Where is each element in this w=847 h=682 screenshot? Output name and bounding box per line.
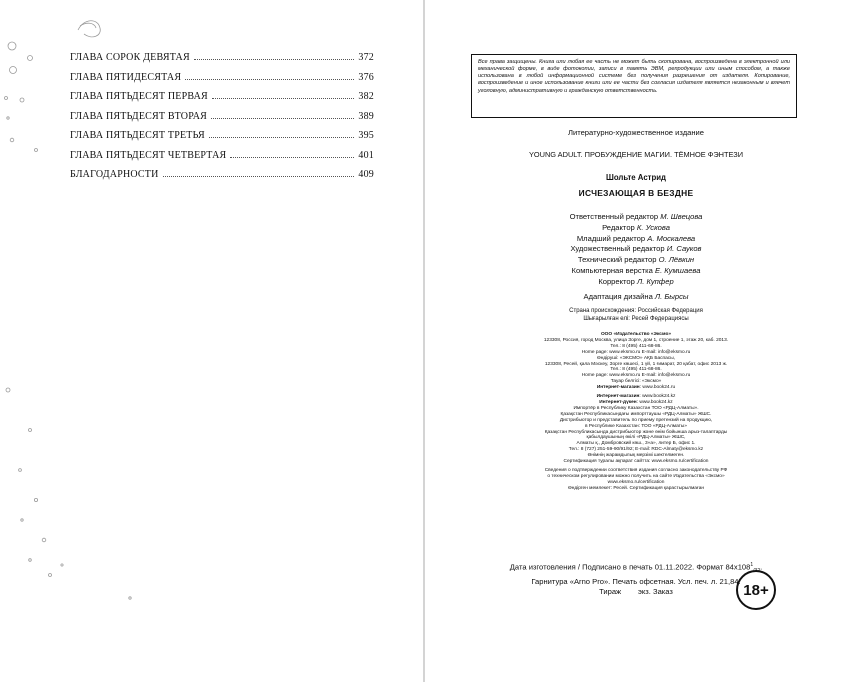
editor-name: И. Сауков: [666, 244, 702, 254]
certification-line: о техническом регулировании можно получить на сайте Издательства «Эксмо»: [547, 473, 725, 479]
editor-name: А. Москалева: [647, 233, 696, 243]
certification-line: Сведения о подтверждении соответствия издания согласно законодательству РФ: [544, 467, 728, 473]
toc-entry-page: 395: [358, 130, 374, 141]
country-line: Страна происхождения: Российская Федерация: [569, 308, 703, 314]
production-info: [425, 560, 847, 598]
distributor-line: в Республике Казахстан: ТОО «РДЦ-Алматы»: [585, 423, 687, 429]
editor-role: Корректор: [598, 276, 635, 286]
editor-role: Технический редактор: [577, 255, 657, 265]
design-name: Л. Бырсы: [654, 292, 689, 301]
editor-credit: [425, 212, 847, 223]
toc-entry-title: ГЛАВА ПЯТИДЕСЯТАЯ: [70, 71, 182, 83]
editor-credit: [425, 277, 847, 288]
editor-credit: [425, 266, 847, 277]
format-sup: 1: [750, 562, 754, 568]
toc-entry-title: ГЛАВА СОРОК ДЕВЯТАЯ: [70, 52, 190, 63]
editor-name: О. Лёвкин: [658, 255, 695, 265]
toc-entry-page: 376: [358, 71, 374, 83]
distributor-line: Сертификация туралы ақпарат сайтта: www.eksmo.ru/certification: [563, 459, 709, 465]
toc-entry-title: ГЛАВА ПЯТЬДЕСЯТ ТРЕТЬЯ: [70, 130, 205, 141]
toc-entry: [70, 72, 374, 92]
edition-type: Литературно-художественное издание: [567, 128, 705, 137]
publisher-line: Тел.: 8 (495) 411-68-86.: [610, 343, 662, 349]
publisher-line: 123308, Россия, город Москва, улица Зорге, дом 1, строение 1, этаж 20, каб. 2013.: [543, 337, 729, 343]
editor-name: К. Ускова: [636, 222, 670, 232]
publisher-line: Тауар белгісі: «Эксмо»: [610, 379, 662, 385]
print-date-line: [425, 560, 847, 577]
editor-name: М. Швецова: [660, 212, 703, 221]
editor-credit: [425, 244, 847, 255]
toc-entry-title: ГЛАВА ПЯТЬДЕСЯТ ЧЕТВЕРТАЯ: [70, 149, 227, 161]
print-date-end: .: [760, 562, 763, 572]
certification-line: Өндірген мемлекет: Ресей. Сертификация қарастырылмаған: [567, 485, 705, 491]
publisher-name: ООО «Издательство «Эксмо»: [600, 332, 672, 337]
distributor-line: Қазақстан Республикасында дистрибьютор және өнім бойынша арыз-талаптарды: [544, 429, 728, 435]
toc-leader-dots: [185, 79, 354, 80]
toc-entry-page: 372: [358, 52, 374, 63]
online-shop-label: Интернет-магазин: [596, 385, 640, 391]
distributor-line: қабылдаушының өкілі «РДЦ-Алматы» ЖШС,: [586, 435, 686, 441]
distributor-line: Дистрибьютор и представитель по приему претензий на продукцию,: [559, 417, 713, 423]
toc-entry: [70, 111, 374, 131]
toc-leader-dots: [209, 137, 355, 138]
circulation-line: Тираж экз. Заказ: [599, 587, 673, 597]
toc-leader-dots: [163, 176, 355, 177]
online-shop-label: Интернет-дүкен: [599, 399, 637, 405]
toc-entry: [70, 150, 374, 170]
print-date-text: Дата изготовления / Подписано в печать 01.11.2022. Формат 84х108: [509, 562, 751, 572]
series-name: YOUNG ADULT. ПРОБУЖДЕНИЕ МАГИИ. ТЁМНОЕ ФЭНТЕЗИ: [528, 150, 744, 159]
typeface-line: Гарнитура «Arno Pro». Печать офсетная. Усл. печ. л. 21,84.: [531, 576, 741, 586]
toc-entry: [70, 169, 374, 189]
editor-credit: [425, 255, 847, 266]
editor-role: Компьютерная верстка: [571, 265, 653, 275]
toc-entry: [70, 130, 374, 150]
editor-credit: [425, 234, 847, 245]
editor-name: Л. Купфер: [637, 276, 674, 286]
publisher-line: Home page: www.eksmo.ru E-mail: info@eksmo.ru: [581, 349, 691, 355]
editors-credits: [425, 212, 847, 288]
toc-entry-page: 382: [358, 91, 374, 102]
toc-entry: [70, 91, 374, 111]
table-of-contents: [70, 52, 374, 189]
toc-entry-page: 409: [358, 169, 374, 180]
publisher-line: Home page: www.eksmo.ru E-mail: info@eksmo.ru: [581, 373, 691, 379]
distributor-line: Тел.: 8 (727) 251-59-90/91/92; E-mail: RDC-Almaty@eksmo.kz: [568, 447, 704, 453]
toc-entry: [70, 52, 374, 72]
toc-entry-title: ГЛАВА ПЯТЬДЕСЯТ ПЕРВАЯ: [70, 91, 208, 102]
distributor-line: Өнімнің жарамдылық мерзімі шектелмеген.: [587, 453, 685, 459]
format-sub: /32: [753, 568, 761, 575]
design-credit: [425, 292, 847, 301]
toc-leader-dots: [194, 59, 355, 60]
editor-role: Редактор: [602, 222, 635, 232]
editor-role: Ответственный редактор: [569, 212, 659, 221]
right-page: [425, 0, 847, 682]
design-role: Адаптация дизайна: [583, 292, 653, 301]
toc-leader-dots: [212, 98, 354, 99]
online-shop-label: Интернет-магазин: [596, 394, 640, 400]
copyright-notice: Все права защищены. Книга или любая ее часть не может быть скопирована, воспроизведена в электронной или механической форме, в виде фотокопии, записи в память ЭВМ, репродукции или иным способом, а также использована в любой информационной системе без получения разрешения от издателя. Копирование, воспроизведение и иное использование книги или ее части без согласия издателя является незаконным и влечет уголовную, административную и гражданскую ответственность.: [471, 54, 797, 118]
country-of-origin: [425, 307, 847, 323]
distributor-line: Алматы қ., Домбровский көш., 3«а», литер Б, офис 1.: [576, 441, 696, 447]
online-shop-url: : www.book24.kz: [636, 399, 673, 405]
distributor-line: Импортёр в Республику Казахстан ТОО «РДЦ-Алматы».: [573, 405, 699, 411]
editor-role: Младший редактор: [576, 233, 646, 243]
toc-entry-title: БЛАГОДАРНОСТИ: [70, 169, 159, 180]
left-page: [0, 0, 423, 682]
publisher-info: [425, 332, 847, 492]
toc-entry-title: ГЛАВА ПЯТЬДЕСЯТ ВТОРАЯ: [70, 110, 207, 122]
toc-entry-page: 401: [358, 149, 374, 161]
book-title: ИСЧЕЗАЮЩАЯ В БЕЗДНЕ: [578, 188, 694, 198]
distributor-line: Қазақстан Республикасындағы импорттаушы «РДЦ-Алматы» ЖШС.: [560, 411, 712, 417]
publisher-line: Өндіруші: «ЭКСМО» АҚБ Баспасы,: [597, 355, 675, 361]
online-shop-url: : www.book24.kz: [639, 394, 676, 400]
certification-line: www.eksmo.ru/certification: [607, 479, 665, 485]
age-rating-badge: 18+: [736, 570, 776, 610]
toc-leader-dots: [230, 157, 354, 158]
editor-credit: [425, 223, 847, 234]
editor-role: Художественный редактор: [570, 244, 665, 254]
toc-entry-page: 389: [358, 110, 374, 122]
online-shop-url: : www.book24.ru: [639, 385, 676, 391]
toc-leader-dots: [211, 118, 354, 119]
publisher-line: Тел.: 8 (495) 411-68-86.: [610, 367, 662, 373]
book-author: Шольте Астрид: [606, 173, 666, 182]
publisher-line: 123308, Ресей, қала Мәскеу, Зорге көшесі, 1 үй, 1 ғимарат, 20 қабат, офис 2013 ж.: [544, 361, 728, 367]
country-line: Шығарылған елі: Ресей Федерациясы: [583, 316, 689, 322]
editor-name: Е. Кумшаева: [655, 265, 701, 275]
